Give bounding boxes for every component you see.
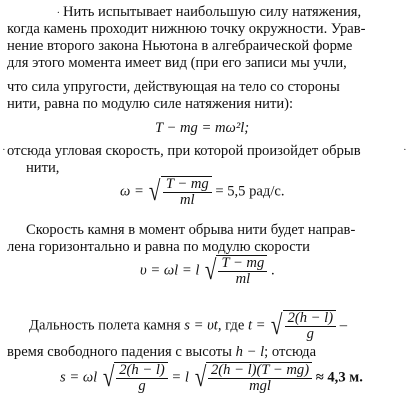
range-result: ≈ 4,3 м. (315, 369, 363, 386)
text-line-4: для этого момента имеет вид (при его записи мы учли, (7, 55, 347, 71)
velocity-fraction (218, 256, 267, 287)
velocity-end: . (270, 262, 275, 279)
s-definition: s = υt, (184, 317, 222, 334)
equation-omega (120, 176, 285, 208)
velocity-denominator: ml (235, 271, 251, 287)
text-line-13: ; отсюда (264, 344, 317, 360)
sqrt-sign: √ (204, 255, 217, 286)
velocity-numerator: T − mg (218, 256, 267, 272)
text-line-10: лена горизонтально и равна по модулю скорости (7, 239, 310, 255)
text-line-5: что сила упругости, действующая на тело со стороны (7, 79, 340, 95)
range-numerator-2: 2(h − l)(T − mg) (208, 363, 312, 379)
equation-range (60, 362, 363, 394)
left-margin-mark-1: · (2, 144, 6, 156)
t-radical (269, 310, 336, 342)
range-text-row (29, 310, 347, 342)
range-radical-1 (101, 362, 168, 394)
range-fraction-1 (116, 363, 168, 394)
sqrt-sign: √ (102, 362, 115, 393)
text-line-2: когда камень проходит нижнюю точку окружности. Урав- (7, 21, 366, 37)
t-numerator: 2(h − l) (285, 311, 337, 327)
omega-denominator: ml (179, 192, 195, 208)
range-denominator-1: g (138, 378, 146, 394)
right-margin-mark: · (403, 144, 407, 156)
fall-time-row (7, 344, 316, 361)
t-fraction (285, 311, 337, 342)
range-lhs: s = ωl (60, 369, 98, 386)
text-line-11: Дальность полета камня (29, 317, 181, 334)
range-mid: = l (171, 369, 189, 386)
text-line-3: нение второго закона Ньютона в алгебраической форме (7, 38, 353, 54)
range-fraction-2 (208, 363, 312, 394)
t-lhs: t = (247, 317, 266, 334)
sqrt-sign: √ (149, 176, 161, 207)
omega-fraction (163, 177, 212, 208)
text-line-9: Скорость камня в момент обрыва нити будет направ- (26, 222, 356, 238)
dash: – (339, 317, 348, 334)
where-word: где (225, 317, 245, 334)
sqrt-sign: √ (271, 310, 283, 341)
omega-radical (147, 176, 211, 208)
range-denominator-2: mgl (249, 378, 271, 394)
text-line-12: время свободного падения с высоты (7, 344, 232, 360)
range-radical-2 (193, 362, 312, 394)
height-expr: h − l (235, 344, 265, 360)
equation-newton: T − mg = mω²l; (155, 120, 250, 136)
velocity-lhs: υ = ωl = l (140, 262, 200, 279)
omega-lhs: ω = (120, 183, 144, 200)
equation-velocity (140, 255, 275, 287)
sqrt-sign: √ (194, 362, 207, 393)
text-line-8: нити, (26, 160, 60, 176)
velocity-radical (203, 255, 267, 287)
paragraph-dot: . (57, 4, 60, 16)
omega-result: = 5,5 рад/с. (215, 183, 285, 200)
omega-numerator: T − mg (163, 177, 212, 193)
range-numerator-1: 2(h − l) (116, 363, 168, 379)
text-line-6: нити, равна по модулю силе натяжения нити): (7, 96, 294, 112)
text-line-1: Нить испытывает наибольшую силу натяжения, (63, 4, 362, 20)
t-denominator: g (306, 326, 314, 342)
text-line-7: отсюда угловая скорость, при которой произойдет обрыв (7, 143, 361, 159)
